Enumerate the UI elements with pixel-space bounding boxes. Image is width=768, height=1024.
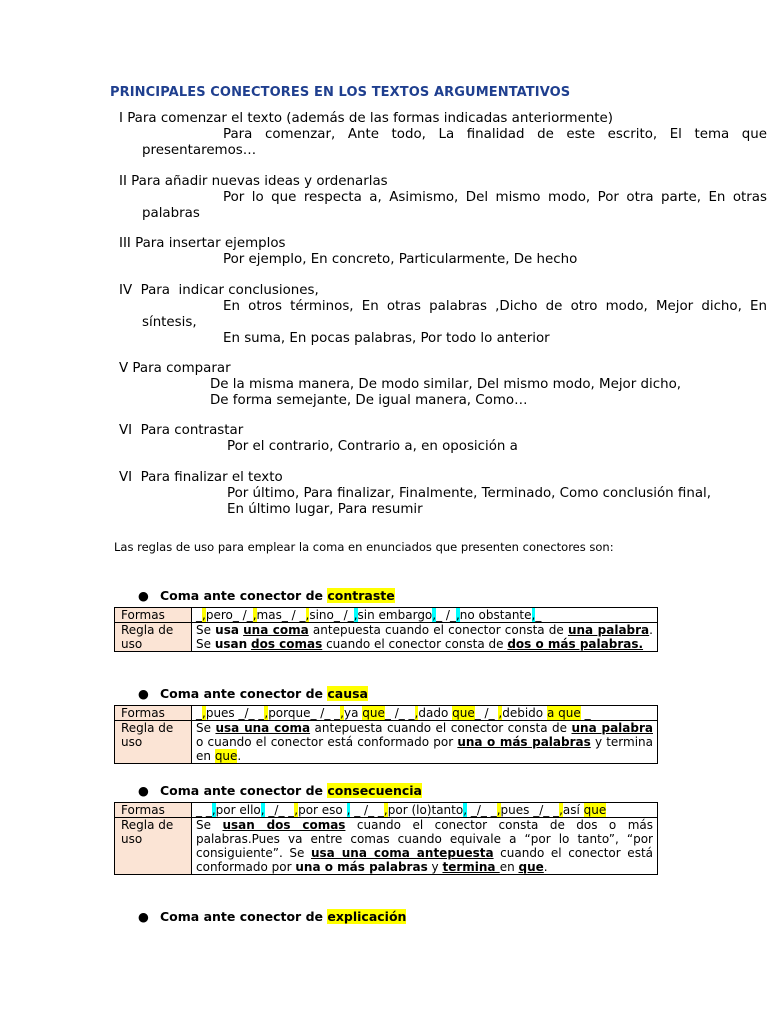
bullet-prefix: Coma ante conector de	[160, 686, 328, 701]
formas-cell: _,pues _/_ _,porque_ /_ _,ya que_ /_ _,dado que_ /_ ,debido a que _	[192, 706, 658, 721]
formas-cell: _,pero_ /_,mas_ / _,sino_ /_,sin embargo,_ /_,no obstante,_	[192, 608, 658, 623]
regla-cell: Se usa una coma antepuesta cuando el conector consta de una palabra. Se usan dos comas cuando el conector consta de dos o más palabras.	[192, 623, 658, 652]
rules-table-causa	[114, 705, 658, 764]
bullet-prefix: Coma ante conector de	[160, 588, 328, 603]
section-connectors: Por lo que respecta a, Asimismo, Del mismo modo, Por otra parte, En otras	[223, 190, 767, 205]
section-comenzar	[119, 111, 767, 159]
section-heading: VI Para finalizar el texto	[119, 470, 283, 485]
section-connectors: En suma, En pocas palabras, Por todo lo anterior	[223, 331, 550, 346]
bullet-causa	[138, 686, 368, 701]
page-title: PRINCIPALES CONECTORES EN LOS TEXTOS ARGUMENTATIVOS	[110, 85, 571, 100]
label-formas: Formas	[115, 706, 192, 721]
section-heading: VI Para contrastar	[119, 423, 244, 438]
bullet-dot-icon: ●	[138, 686, 149, 701]
section-connectors-cont: síntesis,	[142, 315, 197, 330]
section-connectors: De la misma manera, De modo similar, Del mismo modo, Mejor dicho,	[210, 377, 682, 392]
section-connectors: Por último, Para finalizar, Finalmente, Terminado, Como conclusión final,	[227, 486, 712, 501]
table-row-formas	[115, 706, 658, 721]
rules-table-consecuencia	[114, 802, 658, 875]
label-formas: Formas	[115, 608, 192, 623]
label-regla: Regla de uso	[115, 623, 192, 652]
section-heading: II Para añadir nuevas ideas y ordenarlas	[119, 174, 388, 189]
table-row-formas	[115, 803, 658, 818]
bullet-keyword: causa	[327, 686, 368, 701]
section-ejemplos	[119, 236, 767, 268]
section-comparar	[119, 361, 767, 409]
section-connectors: En último lugar, Para resumir	[227, 502, 423, 517]
section-heading: I Para comenzar el texto (además de las formas indicadas anteriormente)	[119, 111, 614, 126]
section-heading: IV Para indicar conclusiones,	[119, 283, 319, 298]
rules-table-contraste	[114, 607, 658, 652]
table-row-formas	[115, 608, 658, 623]
bullet-prefix: Coma ante conector de	[160, 783, 328, 798]
bullet-keyword: explicación	[327, 909, 407, 924]
section-connectors-cont: presentaremos…	[142, 143, 257, 158]
section-connectors-cont: palabras	[142, 206, 200, 221]
bullet-dot-icon: ●	[138, 909, 149, 924]
bullet-keyword: contraste	[327, 588, 395, 603]
section-conclusiones	[119, 283, 767, 347]
table-row-regla	[115, 623, 658, 652]
regla-cell: Se usan dos comas cuando el conector consta de dos o más palabras.Pues va entre comas cuando equivale a “por lo tanto”, “por consiguiente”. Se usa una coma antepuesta cuando el conector está conformado por una o más palabras y termina en que.	[192, 818, 658, 875]
label-formas: Formas	[115, 803, 192, 818]
bullet-explicacion	[138, 909, 406, 924]
section-connectors: En otros términos, En otras palabras ,Dicho de otro modo, Mejor dicho, En	[223, 299, 767, 314]
table-row-regla	[115, 818, 658, 875]
section-connectors: Por el contrario, Contrario a, en oposición a	[227, 439, 518, 454]
section-connectors: Para comenzar, Ante todo, La finalidad de este escrito, El tema que	[223, 127, 767, 142]
regla-cell: Se usa una coma antepuesta cuando el conector consta de una palabra o cuando el conector está conformado por una o más palabras y termina en que.	[192, 721, 658, 764]
label-regla: Regla de uso	[115, 818, 192, 875]
section-heading: III Para insertar ejemplos	[119, 236, 286, 251]
label-regla: Regla de uso	[115, 721, 192, 764]
bullet-dot-icon: ●	[138, 588, 149, 603]
bullet-keyword: consecuencia	[327, 783, 422, 798]
bullet-prefix: Coma ante conector de	[160, 909, 328, 924]
formas-cell: _ _,por ello, _/_ _,por eso , _ /_ _,por (lo)tanto, _/_ _,pues _/_ _,así que	[192, 803, 658, 818]
bullet-contraste	[138, 588, 395, 603]
section-contrastar	[119, 423, 767, 455]
section-finalizar	[119, 470, 767, 518]
table-row-regla	[115, 721, 658, 764]
intro-paragraph: Las reglas de uso para emplear la coma en enunciados que presenten conectores son:	[114, 540, 614, 554]
section-connectors: Por ejemplo, En concreto, Particularmente, De hecho	[223, 252, 578, 267]
section-connectors: De forma semejante, De igual manera, Como…	[210, 393, 528, 408]
section-anadir	[119, 174, 767, 222]
bullet-consecuencia	[138, 783, 422, 798]
section-heading: V Para comparar	[119, 361, 231, 376]
bullet-dot-icon: ●	[138, 783, 149, 798]
